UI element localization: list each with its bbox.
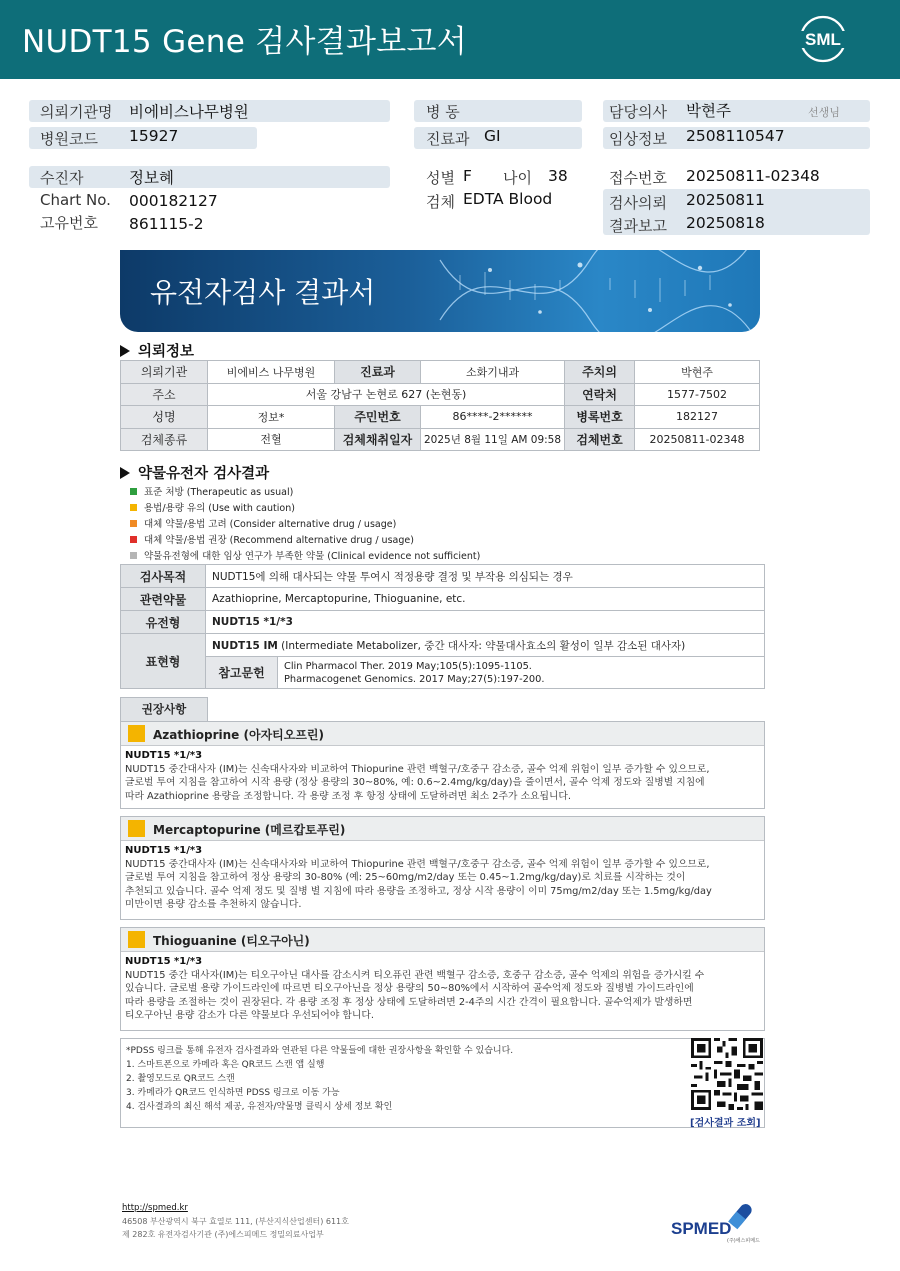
reference-line: Pharmacogenet Genomics. 2017 May;27(5):197-200.	[284, 673, 545, 685]
table-row	[121, 383, 760, 406]
caution-status-icon	[128, 820, 145, 837]
pgx-heading: 약물유전자 검사결과	[120, 462, 269, 483]
drug-card-mercaptopurine	[120, 816, 765, 920]
qr-code[interactable]	[691, 1038, 763, 1110]
table-header-cell: 검체채취일자	[335, 428, 421, 451]
phenotype-code: NUDT15 IM	[212, 639, 278, 652]
footer-address: 46508 부산광역시 북구 효열로 111, (부산지식산업센터) 611호	[122, 1217, 349, 1226]
phenotype-desc: (Intermediate Metabolizer, 중간 대사자: 약물대사효소의 활성이 일부 감소된 대사자)	[277, 639, 686, 652]
specimen-value: EDTA Blood	[463, 190, 553, 208]
drug-card-azathioprine	[120, 721, 765, 809]
institution-label: 의뢰기관명	[40, 103, 113, 121]
clinical-value: 2508110547	[686, 127, 785, 145]
drug-card-body	[121, 952, 764, 1026]
hospital-code-label: 병원코드	[40, 130, 98, 148]
table-row	[121, 428, 760, 451]
report-header-bar	[0, 0, 900, 79]
drug-text-line: 미만이면 용량 감소를 추천하지 않습니다.	[125, 899, 302, 910]
note-line: 2. 촬영모드로 QR코드 스캔	[126, 1074, 235, 1084]
footer-license: 제 282호 유전자검사기관 (주)에스피메드 정밀의료사업부	[122, 1230, 324, 1239]
report-title: NUDT15 Gene 검사결과보고서	[22, 24, 467, 60]
section-arrow-icon	[120, 345, 130, 357]
table-cell: 182127	[635, 406, 760, 429]
hospital-code-value: 15927	[129, 127, 179, 145]
legend-swatch-orange	[130, 520, 137, 527]
banner-title: 유전자검사 결과서	[150, 276, 376, 309]
note-line: 3. 카메라가 QR코드 인식하면 PDSS 링크로 이동 가능	[126, 1088, 340, 1098]
drug-text-line: 따라 용량을 조절하는 것이 권장된다. 각 용량 조정 후 정상 상태에 도달하려면 2-4주의 시간 간격이 필요합니다. 골수억제가 발생하면	[125, 996, 693, 1008]
drug-genotype: NUDT15 *1/*3	[125, 845, 203, 856]
legend-swatch-yellow	[130, 504, 137, 511]
table-header-cell: 연락처	[565, 383, 635, 406]
ward-label: 병 동	[426, 103, 460, 121]
legend-item: 대체 약물/용법 고려 (Consider alternative drug / usage)	[130, 516, 396, 530]
reference-label: 참고문헌	[206, 657, 278, 689]
drug-name: Thioguanine (티오구아닌)	[153, 934, 310, 948]
drug-card-header	[121, 722, 764, 746]
request-info-heading: 의뢰정보	[120, 340, 194, 361]
table-row	[121, 565, 765, 588]
legend-item: 표준 처방 (Therapeutic as usual)	[130, 484, 293, 498]
table-header-cell: 진료과	[335, 361, 421, 384]
pgx-result-table	[120, 564, 765, 689]
doctor-value: 박현주	[686, 102, 731, 120]
chart-label: Chart No.	[40, 191, 111, 209]
caution-status-icon	[128, 931, 145, 948]
drugs-value: Azathioprine, Mercaptopurine, Thioguanine, etc.	[206, 588, 765, 611]
doctor-suffix: 선생님	[808, 106, 840, 119]
clinical-label: 임상정보	[609, 130, 667, 148]
drug-card-header	[121, 928, 764, 952]
table-header-cell: 검체종류	[121, 428, 208, 451]
table-cell: 박현주	[635, 361, 760, 384]
sml-logo	[795, 14, 851, 64]
spmed-logo	[671, 1200, 761, 1244]
table-header-cell: 주민번호	[335, 406, 421, 429]
drug-text-line: 추천되고 있습니다. 골수 억제 정도 및 질병 별 지침에 따라 용량을 조정하고, 정상 시작 용량이 이미 75mg/m2/day 또는 1.5mg/kg/day	[125, 885, 712, 897]
receipt-value: 20250811-02348	[686, 167, 820, 185]
patient-value: 정보혜	[129, 169, 174, 187]
specimen-label: 검체	[426, 193, 455, 211]
table-row	[121, 611, 765, 634]
phenotype-value	[206, 634, 765, 657]
table-cell: 2025년 8월 11일 AM 09:58	[421, 428, 565, 451]
table-header-cell: 주소	[121, 383, 208, 406]
table-cell: 정보*	[208, 406, 335, 429]
table-cell: 20250811-02348	[635, 428, 760, 451]
legend-swatch-gray	[130, 552, 137, 559]
drug-text-line: NUDT15 중간대사자 (IM)는 신속대사자와 비교하여 Thiopurine 관련 백혈구/호중구 감소증, 골수 억제 위험이 일부 증가할 수 있으므로,	[125, 858, 710, 870]
legend-swatch-green	[130, 488, 137, 495]
uid-value: 861115-2	[129, 215, 204, 233]
drugs-label: 관련약물	[121, 588, 206, 611]
drug-text-line: NUDT15 중간 대사자(IM)는 티오구아닌 대사를 감소시켜 티오퓨린 관련 백혈구 감소증, 호중구 감소증, 골수 억제의 위험을 증가시킬 수	[125, 969, 705, 981]
result-label: 결과보고	[609, 217, 667, 235]
dna-helix-graphic	[430, 250, 760, 332]
note-line: 1. 스마트폰으로 카메라 혹은 QR코드 스캔 앱 실행	[126, 1060, 325, 1070]
doctor-label: 담당의사	[609, 103, 667, 121]
drug-text-line: NUDT15 중간대사자 (IM)는 신속대사자와 비교하여 Thiopurine 관련 백혈구/호중구 감소증, 골수 억제 위험이 일부 증가할 수 있으므로,	[125, 763, 710, 775]
phenotype-label: 표현형	[121, 634, 206, 689]
dept-label: 진료과	[426, 130, 470, 148]
table-row	[121, 588, 765, 611]
sex-value: F	[463, 167, 472, 185]
request-info-table	[120, 360, 760, 451]
drug-name: Azathioprine (아자티오프린)	[153, 728, 325, 742]
purpose-label: 검사목적	[121, 565, 206, 588]
table-row	[121, 657, 765, 689]
table-cell: 전혈	[208, 428, 335, 451]
table-row	[121, 361, 760, 384]
table-cell: 1577-7502	[635, 383, 760, 406]
note-line: 4. 검사결과의 최신 해석 제공, 유전자/약물명 클릭시 상세 정보 확인	[126, 1102, 393, 1112]
qr-caption[interactable]: [검사결과 조회]	[690, 1118, 761, 1129]
drug-text-line: 티오구아닌 용량 감소가 다른 약물보다 우선되어야 합니다.	[125, 1010, 374, 1021]
section-arrow-icon	[120, 467, 130, 479]
table-cell: 비에비스 나무병원	[208, 361, 335, 384]
request-label: 검사의뢰	[609, 194, 667, 212]
drug-genotype: NUDT15 *1/*3	[125, 750, 203, 761]
drug-text-line: 글로벌 투여 지침을 참고하여 시작 용량 (정상 용량의 30~80%, 예: 0.6~2.4mg/kg/day)을 줄이면서, 골수 억제 정도와 질병별 지침에	[125, 777, 705, 788]
dept-value: GI	[484, 127, 501, 145]
drug-card-body	[121, 746, 764, 806]
uid-label: 고유번호	[40, 214, 98, 232]
receipt-label: 접수번호	[609, 169, 667, 187]
patient-label: 수진자	[40, 169, 84, 187]
drug-card-thioguanine	[120, 927, 765, 1031]
report-banner	[120, 250, 760, 332]
table-header-cell: 성명	[121, 406, 208, 429]
drug-name: Mercaptopurine (메르캅토푸린)	[153, 823, 346, 837]
table-row	[121, 634, 765, 657]
table-header-cell: 병록번호	[565, 406, 635, 429]
sex-label: 성별	[426, 169, 455, 187]
drug-text-line: 따라 Azathioprine 용량을 조정합니다. 각 용량 조정 후 항정 상태에 도달하려면 최소 2주가 소요됩니다.	[125, 790, 571, 802]
table-cell: 서울 강남구 논현로 627 (논현동)	[208, 383, 565, 406]
recommendations-tab: 권장사항	[120, 697, 208, 721]
reference-line: Clin Pharmacol Ther. 2019 May;105(5):1095-1105.	[284, 660, 532, 672]
pdss-note-box	[120, 1038, 765, 1128]
spmed-logo-text: SPMED	[671, 1219, 732, 1238]
request-value: 20250811	[686, 191, 765, 209]
sml-logo-text: SML	[805, 30, 841, 49]
footer-url[interactable]: http://spmed.kr	[122, 1203, 188, 1213]
caution-status-icon	[128, 725, 145, 742]
reference-value	[278, 657, 765, 689]
purpose-value: NUDT15에 의해 대사되는 약물 투여시 적정용량 결정 및 부작용 의심되는 경우	[206, 565, 765, 588]
drug-card-header	[121, 817, 764, 841]
chart-value: 000182127	[129, 192, 218, 210]
drug-text-line: 글로벌 투여 지침을 참고하여 정상 용량의 30-80% (예: 25~60mg/m2/day 또는 0.45~1.2mg/kg/day)로 치료를 시작하는 것이	[125, 872, 686, 883]
result-value: 20250818	[686, 214, 765, 232]
legend-swatch-red	[130, 536, 137, 543]
table-cell: 소화기내과	[421, 361, 565, 384]
table-row	[121, 406, 760, 429]
legend-item: 대체 약물/용법 권장 (Recommend alternative drug / usage)	[130, 532, 414, 546]
age-value: 38	[548, 167, 568, 185]
genotype-label: 유전형	[121, 611, 206, 634]
institution-value: 비에비스나무병원	[129, 103, 249, 121]
note-line: *PDSS 링크를 통해 유전자 검사결과와 연관된 다른 약물들에 대한 권장사항을 확인할 수 있습니다.	[126, 1046, 514, 1056]
table-cell: 86****-2******	[421, 406, 565, 429]
table-header-cell: 의뢰기관	[121, 361, 208, 384]
table-header-cell: 주치의	[565, 361, 635, 384]
legend-item: 약물유전형에 대한 임상 연구가 부족한 약물 (Clinical evidence not sufficient)	[130, 548, 480, 562]
age-label: 나이	[503, 169, 532, 187]
genotype-value: NUDT15 *1/*3	[206, 611, 765, 634]
drug-text-line: 있습니다. 글로벌 용량 가이드라인에 따르면 티오구아닌을 정상 용량의 50~80%에서 시작하여 골수억제 정도와 질병별 가이드라인에	[125, 983, 694, 994]
table-header-cell: 검체번호	[565, 428, 635, 451]
spmed-logo-sub: (주)에스피메드	[727, 1238, 760, 1244]
drug-genotype: NUDT15 *1/*3	[125, 956, 203, 967]
legend-item: 용법/용량 유의 (Use with caution)	[130, 500, 295, 514]
drug-card-body	[121, 841, 764, 915]
